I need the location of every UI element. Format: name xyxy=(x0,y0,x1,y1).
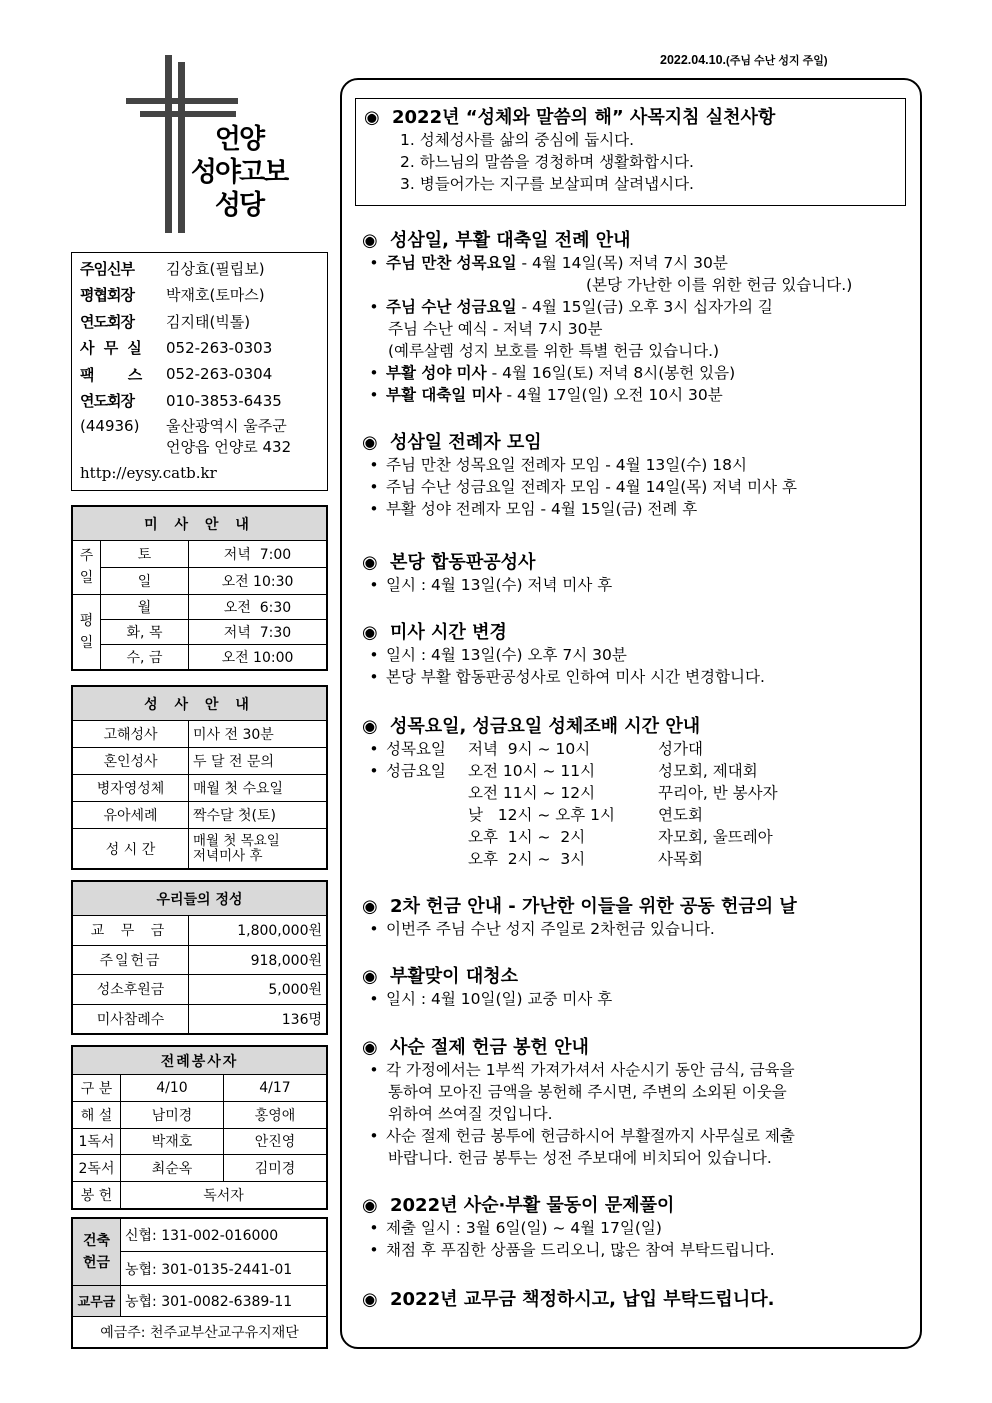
section-mass-time-change: ◉ 미사 시간 변경 • 일시 : 4월 13일(수) 오후 7시 30분 • 본당 부활 합동판공성사로 인하여 미사 시간 변경합니다. xyxy=(362,622,765,686)
pastoral-title: ◉ 2022년 “성체와 말씀의 해” 사목지침 실천사항 xyxy=(364,107,776,128)
bulletin-date: 2022.04.10.(주님 수난 성지 주일) xyxy=(660,53,828,67)
sacrament-schedule: 성 사 안 내 고해성사 미사 전 30분 혼인성사 두 달 전 문의 병자영성체 매월 첫 수요일 유아세례 짝수달 첫(토) 성 시 간 매월 첫 목요일 저녁미사 후 xyxy=(71,685,328,870)
parish-logo-text: 언양 성야고보 성당 xyxy=(190,124,288,221)
bank-accounts: 건축헌금 신협: 131-002-016000 농협: 301-0135-2441-01 교무금 농협: 301-0082-6389-11 예금주: 천주교부산교구유지재단 xyxy=(71,1217,328,1349)
section-dues-notice: ◉ 2022년 교무금 책정하시고, 납입 부탁드립니다. xyxy=(362,1289,775,1310)
liturgy-servers-table: 전례봉사자 구 분 4/10 4/17 해 설 남미경 홍영애 1독서 박재호 안진영 2독서 최순옥 김미경 봉 헌 독서자 xyxy=(71,1045,328,1210)
contact-box: 주임신부 김상효(필립보) 평협회장 박재호(토마스) 연도회장 김지태(빅톨) 사 무 실 052-263-0303 팩 스 052-263-0304 연도회장 010-3853-6435 (44936) 울산광역시 울주군 언양읍 언양로 432 http://eysy.catb.kr xyxy=(71,252,328,491)
section-second-collection: ◉ 2차 헌금 안내 - 가난한 이들을 위한 공동 헌금의 날 • 이번주 주님 수난 성지 주일로 2차헌금 있습니다. xyxy=(362,896,797,938)
section-confession: ◉ 본당 합동판공성사 • 일시 : 4월 13일(수) 저녁 미사 후 xyxy=(362,552,613,594)
section-cleaning: ◉ 부활맞이 대청소 • 일시 : 4월 10일(일) 교중 미사 후 xyxy=(362,966,613,1008)
cross-logo-beam xyxy=(126,98,238,104)
section-lent-offering: ◉ 사순 절제 헌금 봉헌 안내 • 각 가정에서는 1부씩 가져가셔서 사순시기 동안 금식, 금육을 통하여 모아진 금액을 봉헌해 주시면, 주변의 소외된 이웃을 위하여 쓰여질 것입니다. • 사순 절제 헌금 봉투에 헌금하시어 부활절까지 사무실로 제출 바랍니다. 헌금 봉투는 성전 주보대에 비치되어 있습니다. xyxy=(362,1037,795,1167)
cross-logo-beam-2 xyxy=(140,111,236,117)
homepage-link[interactable]: http://eysy.catb.kr xyxy=(80,464,217,483)
cross-logo-icon xyxy=(165,55,172,233)
section-liturgy-meeting: ◉ 성삼일 전례자 모임 • 주님 만찬 성목요일 전례자 모임 - 4월 13일(수) 18시 • 주님 수난 성금요일 전례자 모임 - 4월 14일(목) 저녁 미사 후 • 부활 성야 전례자 모임 - 4월 15일(금) 전례 후 xyxy=(362,432,797,518)
mass-schedule: 미 사 안 내 주일 토 저녁 7:00 일 오전 10:30 평일 월 오전 6:30 화, 목 저녁 7:30 수, 금 오전 10:00 xyxy=(71,505,328,671)
section-triduum: ◉ 성삼일, 부활 대축일 전례 안내 • 주님 만찬 성목요일 - 4월 14일(목) 저녁 7시 30분 (본당 가난한 이를 위한 헌금 있습니다.) • 주님 수난 성금요일 - 4월 15일(금) 오후 3시 십자가의 길 주님 수난 예식 - 저녁 7시 30분 (예루살렘 성지 보호를 위한 특별 헌금 있습니다.) • 부활 성야 미사 - 4월 16일(토) 저녁 8시(봉헌 있음) • 부활 대축일 미사 - 4월 17일(일) 오전 10시 30분 xyxy=(362,230,853,404)
section-adoration: ◉ 성목요일, 성금요일 성체조배 시간 안내 • 성목요일 저녁 9시 ~ 10시 성가대 • 성금요일 오전 10시 ~ 11시 성모회, 제대회 오전 11시 ~ 12시 꾸리아, 반 봉사자 낮 12시 ~ 오후 1시 연도회 오후 1시 ~ 2시 자모회, 울뜨레아 오후 2시 ~ 3시 사목회 xyxy=(362,716,778,868)
offering-table: 우리들의 정성 교 무 금 1,800,000원 주일헌금 918,000원 성소후원금 5,000원 미사참례수 136명 xyxy=(71,880,328,1035)
section-quiz: ◉ 2022년 사순·부활 물동이 문제풀이 • 제출 일시 : 3월 6일(일) ~ 4월 17일(일) • 채점 후 푸짐한 상품을 드리오니, 많은 참여 부탁드립니다. xyxy=(362,1195,775,1259)
pastoral-guideline-box: ◉ 2022년 “성체와 말씀의 해” 사목지침 실천사항 1. 성체성사를 삶의 중심에 둡시다. 2. 하느님의 말씀을 경청하며 생활화합시다. 3. 병들어가는 지구를 보살피며 살려냅시다. xyxy=(355,98,906,206)
